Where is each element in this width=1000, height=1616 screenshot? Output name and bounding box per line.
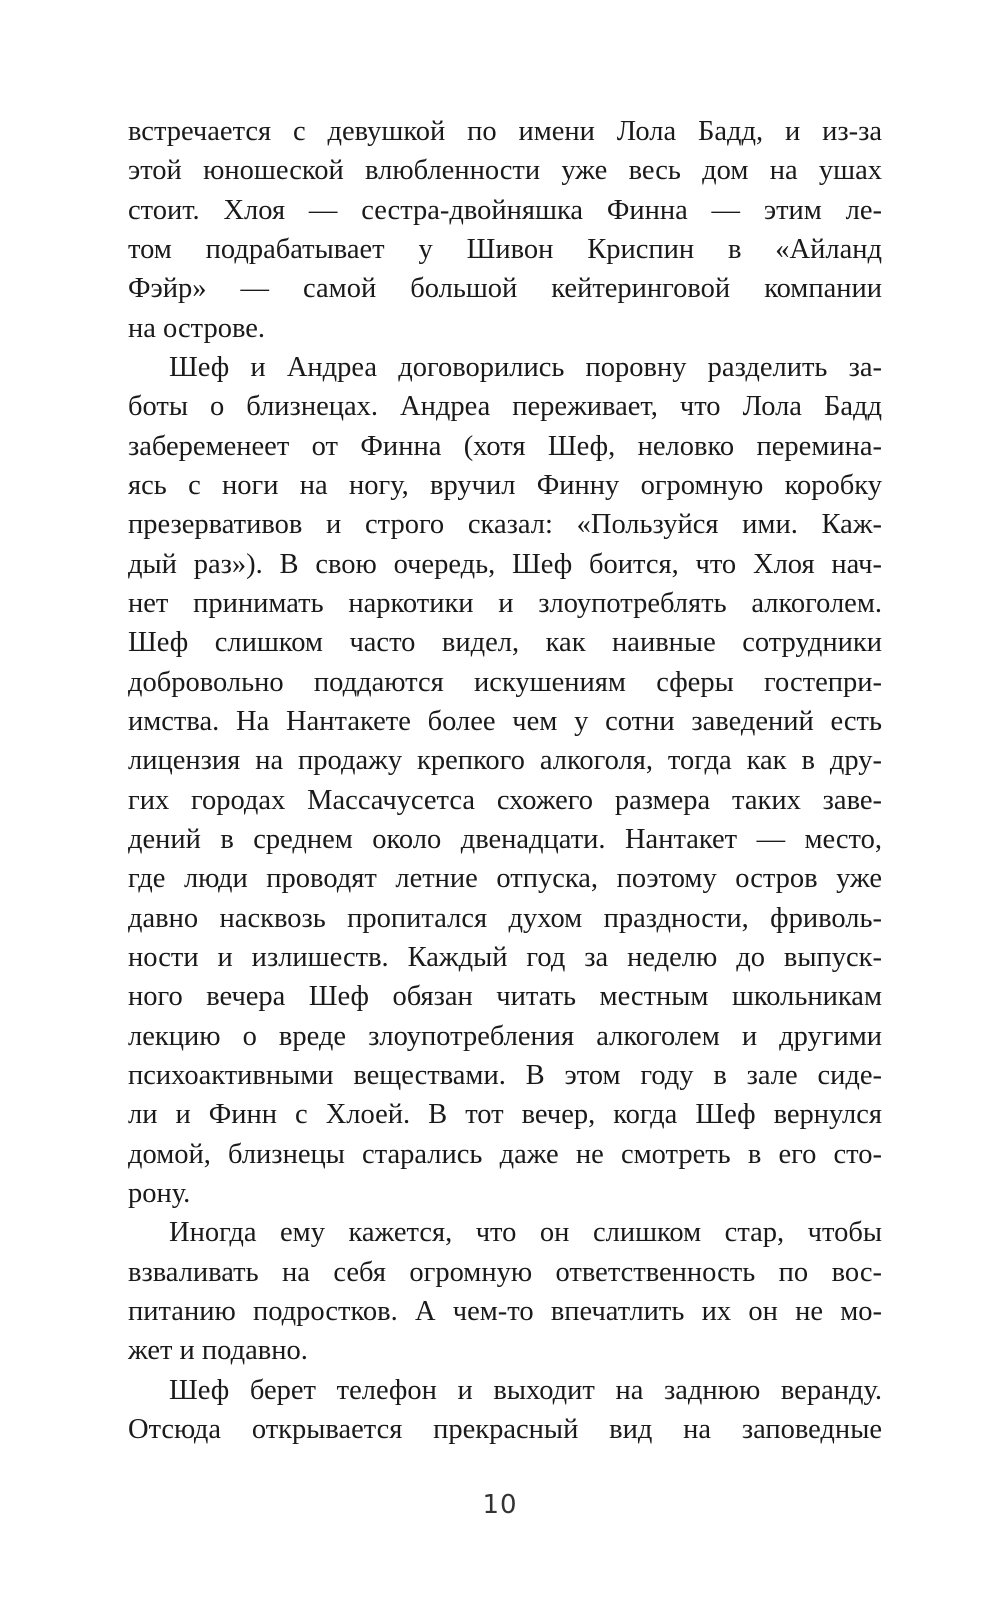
text-line: том подрабатывает у Шивон Криспин в «Айланд xyxy=(128,233,882,265)
text-line: Отсюда открывается прекрасный вид на заповедные xyxy=(128,1413,882,1445)
text-line: питанию подростков. А чем-то впечатлить их он не мо- xyxy=(128,1295,882,1327)
text-line: нет принимать наркотики и злоупотреблять алкоголем. xyxy=(128,587,882,619)
text-line: стоит. Хлоя — сестра-двойняшка Финна — этим ле- xyxy=(128,194,882,226)
text-line: на острове. xyxy=(128,312,266,344)
text-line: ли и Финн с Хлоей. В тот вечер, когда Шеф вернулся xyxy=(128,1099,882,1131)
text-line: взваливать на себя огромную ответственность по вос- xyxy=(128,1256,882,1288)
text-line: дый раз»). В свою очередь, Шеф боится, что Хлоя нач- xyxy=(128,548,882,580)
text-line: ности и излишеств. Каждый год за неделю до выпуск- xyxy=(128,941,882,973)
text-line: презервативов и строго сказал: «Пользуйся ими. Каж- xyxy=(128,509,882,541)
text-line: лицензия на продажу крепкого алкоголя, тогда как в дру- xyxy=(128,745,882,777)
text-line: забеременеет от Финна (хотя Шеф, неловко перемина- xyxy=(128,430,882,462)
text-line: Шеф слишком часто видел, как наивные сотрудники xyxy=(128,627,882,659)
text-line: ясь с ноги на ногу, вручил Финну огромную коробку xyxy=(128,469,882,501)
text-line: Иногда ему кажется, что он слишком стар, чтобы xyxy=(169,1217,882,1249)
text-line: гих городах Массачусетса схожего размера таких заве- xyxy=(128,784,882,816)
text-line: Фэйр» — самой большой кейтеринговой компании xyxy=(128,273,882,305)
body-text xyxy=(128,112,882,1449)
text-line: добровольно поддаются искушениям сферы гостепри- xyxy=(128,666,882,698)
text-line: где люди проводят летние отпуска, поэтому остров уже xyxy=(128,863,882,895)
text-line: боты о близнецах. Андреа переживает, что Лола Бадд xyxy=(128,391,882,423)
text-line: лекцию о вреде злоупотребления алкоголем и другими xyxy=(128,1020,882,1052)
text-line: домой, близнецы старались даже не смотреть в его сто- xyxy=(128,1138,882,1170)
text-line: Шеф берет телефон и выходит на заднюю веранду. xyxy=(169,1374,882,1406)
text-line: психоактивными веществами. В этом году в зале сиде- xyxy=(128,1059,882,1091)
text-line: дений в среднем около двенадцати. Нантакет — место, xyxy=(128,823,882,855)
text-line: встречается с девушкой по имени Лола Бадд, и из-за xyxy=(128,116,882,147)
text-line: давно насквозь пропитался духом праздности, фриволь- xyxy=(128,902,882,934)
page-number: 10 xyxy=(482,1490,518,1520)
text-line: этой юношеской влюбленности уже весь дом на ушах xyxy=(128,155,882,187)
text-line: имства. На Нантакете более чем у сотни заведений есть xyxy=(128,705,882,737)
text-line: Шеф и Андреа договорились поровну разделить за- xyxy=(169,351,882,383)
text-line: рону. xyxy=(128,1177,191,1209)
text-line: жет и подавно. xyxy=(128,1335,308,1367)
text-line: ного вечера Шеф обязан читать местным школьникам xyxy=(128,981,882,1013)
